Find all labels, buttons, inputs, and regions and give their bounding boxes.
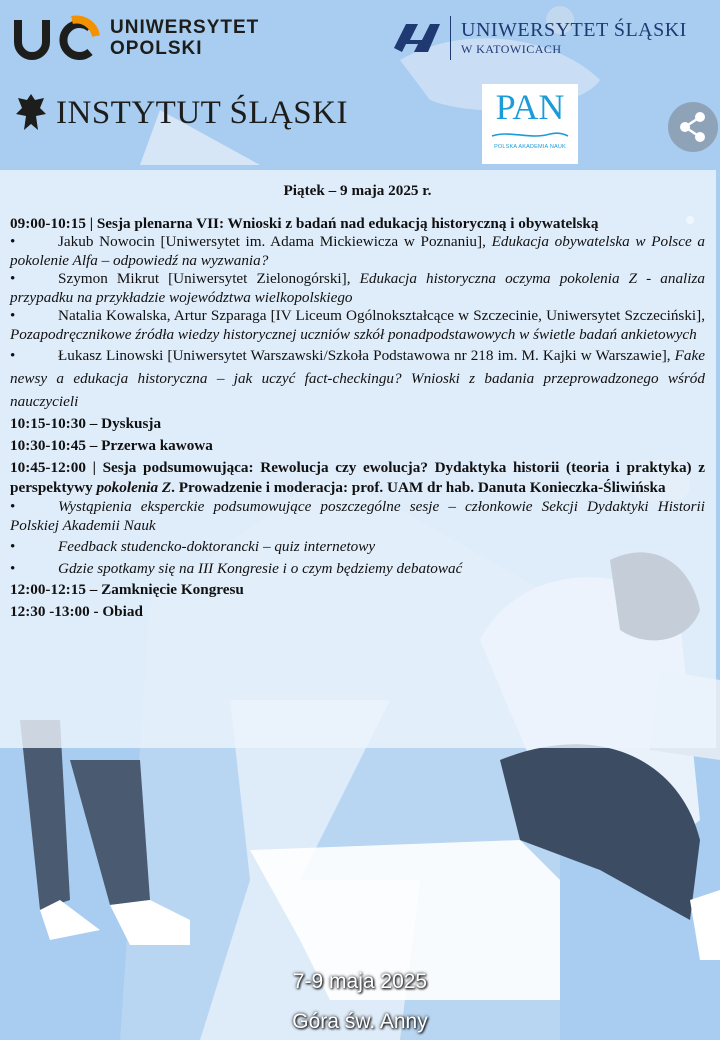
us-line2: W KATOWICACH	[461, 42, 562, 56]
footer-dates: 7-9 maja 2025	[292, 970, 428, 993]
us-line1: UNIWERSYTET ŚLĄSKI	[461, 19, 687, 41]
eagle-emblem-icon	[14, 92, 48, 134]
coffee-break: 10:30-10:45 – Przerwa kawowa	[10, 436, 213, 454]
list-item: • Szymon Mikrut [Uniwersytet Zielonogórski], Edukacja historyczna oczyma pokolenia Z - analiza przypadku na przykładzie województwa wielkopolskiego	[10, 270, 705, 306]
uo-logo-icon	[14, 14, 100, 62]
program-content	[10, 182, 705, 621]
list-item: • Łukasz Linowski [Uniwersytet Warszawski/Szkoła Podstawowa nr 218 im. M. Kajki w Warszawie], Fake newsy a edukacja historyczna – jak uczyć fact-checkingu? Wnioski z badania przeprowadzonego wśród nauczycieli	[10, 347, 705, 410]
lunch: 12:30 -13:00 - Obiad	[10, 602, 143, 620]
session-summary-heading: 10:45-12:00 | Sesja podsumowująca: Rewolucja czy ewolucja? Dydaktyka historii (teoria i praktyka) z perspektywy pokolenia Z. Prowadzenie i moderacja: prof. UAM dr hab. Danuta Konieczka-Śliwińska	[10, 459, 705, 496]
uo-line2: OPOLSKI	[110, 38, 203, 59]
list-item: • Jakub Nowocin [Uniwersytet im. Adama Mickiewicza w Poznaniu], Edukacja obywatelska w Polsce a pokolenie Alfa – odpowiedź na wyzwania?	[10, 233, 705, 269]
instytut-slaski-logo	[14, 92, 348, 134]
pan-name: PAN	[495, 87, 565, 127]
list-item: • Gdzie spotkamy się na III Kongresie i o czym będziemy debatować	[10, 559, 463, 577]
uniwersytet-opolski-logo	[14, 14, 259, 62]
closing: 12:00-12:15 – Zamknięcie Kongresu	[10, 581, 244, 598]
pan-swirl-icon	[490, 130, 570, 140]
session-7-heading: 09:00-10:15 | Sesja plenarna VII: Wnioski z badań nad edukacją historyczną i obywatelską	[10, 214, 599, 232]
us-logo-icon	[392, 18, 442, 58]
list-item: • Feedback studencko-doktorancki – quiz internetowy	[10, 538, 376, 555]
pan-logo	[482, 84, 578, 164]
discussion: 10:15-10:30 – Dyskusja	[10, 415, 162, 432]
uo-line1: UNIWERSYTET	[110, 17, 260, 38]
logos-header	[0, 0, 720, 165]
instytut-slaski-name: INSTYTUT ŚLĄSKI	[56, 94, 348, 131]
us-logo-divider	[450, 16, 451, 60]
share-icon[interactable]	[668, 102, 718, 152]
uniwersytet-slaski-logo	[392, 16, 687, 60]
list-item: • Natalia Kowalska, Artur Szparaga [IV Liceum Ogólnokształcące w Szczecinie, Uniwersytet Szczeciński], Pozapodręcznikowe źródła wiedzy historycznej uczniów szkół ponadpodstawowych w świetle badań ankietowych	[10, 307, 705, 343]
pan-sub: POLSKA AKADEMIA NAUK	[494, 144, 566, 150]
day-title: Piątek – 9 maja 2025 r.	[283, 182, 432, 199]
footer-place: Góra św. Anny	[292, 1010, 428, 1033]
list-item: • Wystąpienia eksperckie podsumowujące poszczególne sesje – członkowie Sekcji Dydaktyki Historii Polskiej Akademii Nauk	[10, 498, 705, 534]
